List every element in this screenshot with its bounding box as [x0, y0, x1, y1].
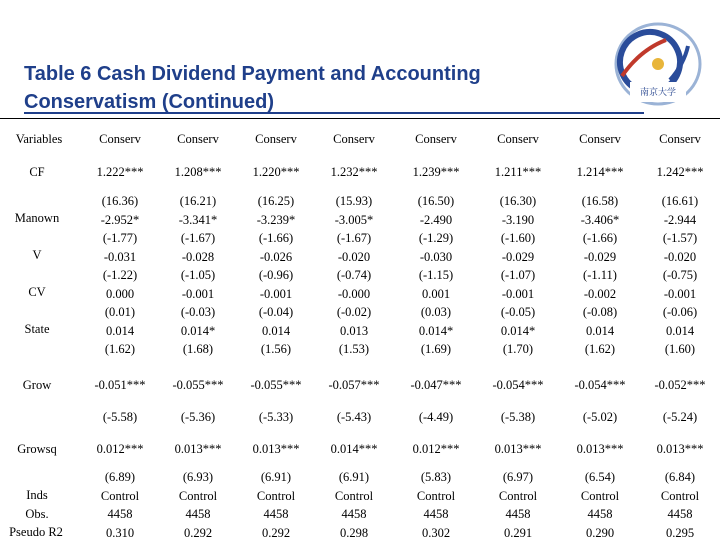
header-col2: Conserv [177, 132, 219, 146]
header-col1: Conserv [99, 132, 141, 146]
row-label-cf: CF [29, 165, 45, 179]
grow-col3: -0.055*** [250, 378, 302, 392]
block1-col8: (16.61) -2.944 (-1.57) -0.020 (-0.75) -0.001 (-0.06) 0.014 (1.60) [661, 194, 699, 356]
grow-col4: -0.057*** [328, 378, 380, 392]
block1-col3: (16.25) -3.239* (-1.66) -0.026 (-0.96) -0.001 (-0.04) 0.014 (1.56) [256, 194, 296, 356]
growsq-col6: 0.013*** [494, 442, 542, 456]
grow-t-col4: (-5.43) [336, 410, 372, 424]
block1-col5: (16.50) -2.490 (-1.29) -0.030 (-1.15) 0.001 (0.03) 0.014* (1.69) [417, 194, 455, 356]
block1-col4: (15.93) -3.005* (-1.67) -0.020 (-0.74) -0.000 (-0.02) 0.013 (1.53) [334, 194, 374, 356]
cf-col3: 1.220*** [252, 165, 300, 179]
growsq-col8: 0.013*** [656, 442, 704, 456]
growsq-col4: 0.014*** [330, 442, 378, 456]
header-col7: Conserv [579, 132, 621, 146]
growsq-col5: 0.012*** [412, 442, 460, 456]
grow-t-col7: (-5.02) [582, 410, 618, 424]
grow-t-col2: (-5.36) [180, 410, 216, 424]
header-variables: Variables [15, 132, 63, 146]
block2-col5: (5.83) Control 4458 0.302 [416, 470, 456, 540]
title-underline [24, 112, 644, 114]
grow-t-col6: (-5.38) [500, 410, 536, 424]
slide-title [24, 60, 604, 116]
growsq-col3: 0.013*** [252, 442, 300, 456]
logo-caption: 南京大学 [639, 88, 677, 98]
header-col8: Conserv [659, 132, 701, 146]
grow-t-col8: (-5.24) [662, 410, 698, 424]
block1-col2: (16.21) -3.341* (-1.67) -0.028 (-1.05) -0.001 (-0.03) 0.014* (1.68) [178, 194, 218, 356]
cf-col1: 1.222*** [96, 165, 144, 179]
row-label-cv: CV [28, 285, 46, 299]
block1-col7: (16.58) -3.406* (-1.66) -0.029 (-1.11) -0.002 (-0.08) 0.014 (1.62) [580, 194, 620, 356]
grow-col6: -0.054*** [492, 378, 544, 392]
cf-col4: 1.232*** [330, 165, 378, 179]
cf-col6: 1.211*** [494, 165, 542, 179]
slide-title-line2: Conservatism (Continued) [24, 91, 275, 113]
row-label-state: State [24, 322, 50, 336]
block2-col6: (6.97) Control 4458 0.291 [498, 470, 538, 540]
row-label-inds: Inds [26, 488, 48, 502]
results-table [0, 118, 720, 541]
row-label-manown: Manown [14, 211, 60, 225]
cf-col5: 1.239*** [412, 165, 460, 179]
slide-title-line1: Table 6 Cash Dividend Payment and Accounting [24, 63, 481, 85]
grow-t-col3: (-5.33) [258, 410, 294, 424]
row-label-v: V [32, 248, 42, 262]
row-label-grow: Grow [22, 378, 52, 392]
growsq-col1: 0.012*** [96, 442, 144, 456]
header-col3: Conserv [255, 132, 297, 146]
row-label-obs: Obs. [25, 507, 49, 521]
grow-col8: -0.052*** [654, 378, 706, 392]
grow-col5: -0.047*** [410, 378, 462, 392]
row-label-growsq: Growsq [17, 442, 57, 456]
grow-col2: -0.055*** [172, 378, 224, 392]
grow-t-col1: (-5.58) [102, 410, 138, 424]
grow-col7: -0.054*** [574, 378, 626, 392]
row-label-pseudo-r2: Pseudo R2 [9, 525, 63, 539]
header-col5: Conserv [415, 132, 457, 146]
block2-col7: (6.54) Control 4458 0.290 [580, 470, 620, 540]
cf-col8: 1.242*** [656, 165, 704, 179]
block2-col2: (6.93) Control 4458 0.292 [178, 470, 218, 540]
block2-col3: (6.91) Control 4458 0.292 [256, 470, 296, 540]
cf-col2: 1.208*** [174, 165, 222, 179]
cf-col7: 1.214*** [576, 165, 624, 179]
block1-col6: (16.30) -3.190 (-1.60) -0.029 (-1.07) -0.001 (-0.05) 0.014* (1.70) [499, 194, 537, 356]
growsq-col2: 0.013*** [174, 442, 222, 456]
block1-col1: (16.36) -2.952* (-1.77) -0.031 (-1.22) 0.000 (0.01) 0.014 (1.62) [100, 194, 140, 356]
growsq-col7: 0.013*** [576, 442, 624, 456]
grow-t-col5: (-4.49) [418, 410, 454, 424]
university-logo [600, 20, 716, 110]
block2-col8: (6.84) Control 4458 0.295 [660, 470, 700, 540]
header-col4: Conserv [333, 132, 375, 146]
block2-col4: (6.91) Control 4458 0.298 [334, 470, 374, 540]
header-col6: Conserv [497, 132, 539, 146]
block2-col1: (6.89) Control 4458 0.310 [100, 470, 140, 540]
grow-col1: -0.051*** [94, 378, 146, 392]
